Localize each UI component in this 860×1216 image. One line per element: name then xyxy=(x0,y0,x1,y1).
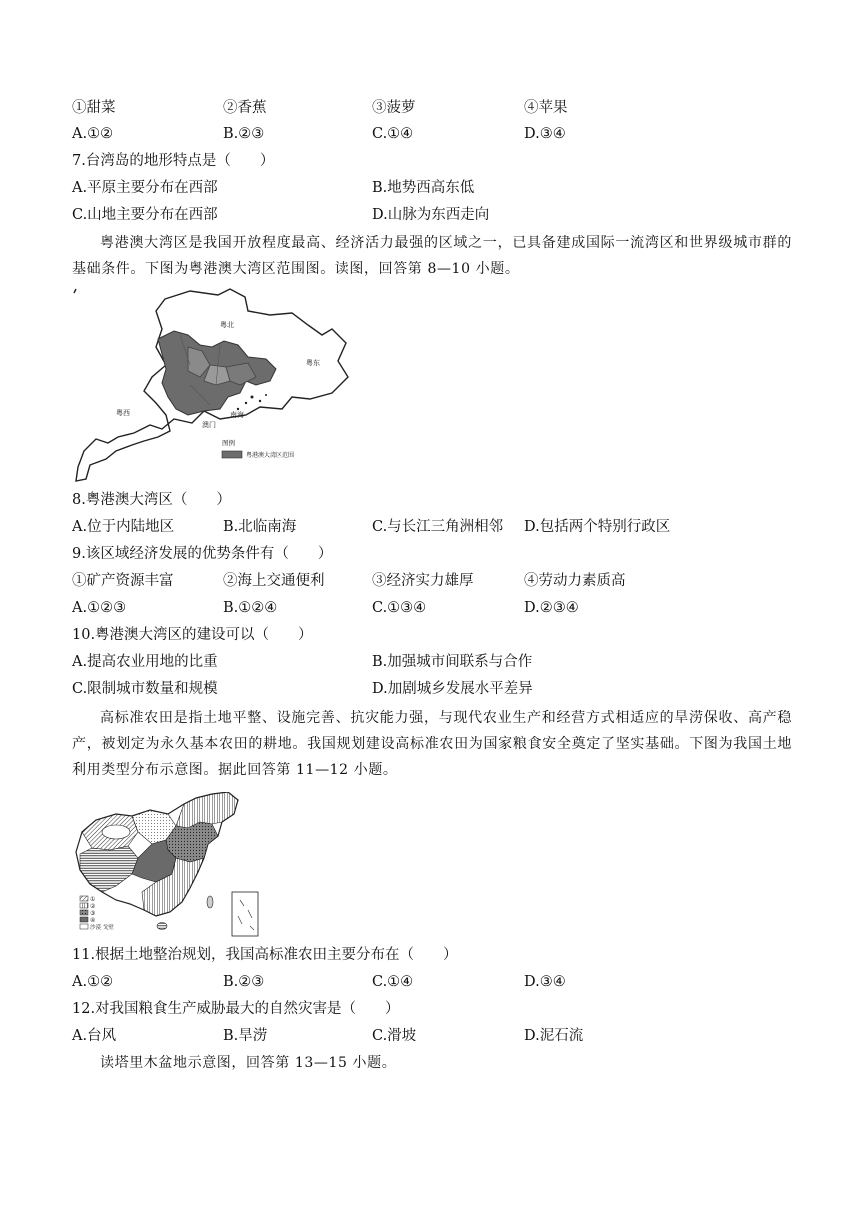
q6-item-3: ③菠萝 xyxy=(372,100,416,116)
q9-stem: 9.该区域经济发展的优势条件有（ ） xyxy=(72,546,333,562)
greater-bay-area-map xyxy=(70,285,360,485)
q9-item-2: ②海上交通便利 xyxy=(223,573,325,589)
q6-choice-c: C.①④ xyxy=(372,126,414,142)
legend-item-3: ③ xyxy=(90,910,96,917)
passage-high-standard-farmland: 高标准农田是指土地平整、设施完善、抗灾能力强，与现代农业生产和经营方式相适应的旱涝保收、高产稳产，被划定为永久基本农田的耕地。我国规划建设高标准农田为国家粮食安全奠定了坚实基础。下图为我国土地利用类型分布示意图。据此回答第 11—12 小题。 xyxy=(72,710,792,778)
q9-choice-d: D.②③④ xyxy=(524,600,579,616)
label-west: 粤西 xyxy=(116,409,130,417)
q7-choice-b: B.地势西高东低 xyxy=(372,180,475,196)
q9-choice-b: B.①②④ xyxy=(223,600,278,616)
legend-item-2: ② xyxy=(90,903,96,910)
legend-item-1: ① xyxy=(90,896,96,903)
legend-item-desert: 沙漠 戈壁 xyxy=(90,925,114,931)
q8-choice-a: A.位于内陆地区 xyxy=(72,519,175,535)
q11-choice-b: B.②③ xyxy=(223,974,265,990)
q6-choice-a: A.①② xyxy=(72,126,114,142)
legend-item-4: ④ xyxy=(90,917,96,924)
q11-choice-a: A.①② xyxy=(72,974,114,990)
q11-stem: 11.根据土地整治规划，我国高标准农田主要分布在（ ） xyxy=(72,947,458,963)
q12-choice-a: A.台风 xyxy=(72,1028,117,1044)
q7-choice-a: A.平原主要分布在西部 xyxy=(72,180,218,196)
q12-choice-d: D.泥石流 xyxy=(524,1028,584,1044)
label-sea: 南海 xyxy=(230,411,244,419)
q8-stem: 8.粤港澳大湾区（ ） xyxy=(72,492,231,508)
q7-stem: 7.台湾岛的地形特点是（ ） xyxy=(72,153,275,169)
label-east: 粤东 xyxy=(306,359,320,367)
q12-choice-c: C.滑坡 xyxy=(372,1028,417,1044)
q6-choice-d: D.③④ xyxy=(524,126,566,142)
label-city: 澳门 xyxy=(202,421,216,429)
q8-choice-b: B.北临南海 xyxy=(223,519,297,535)
china-land-use-map xyxy=(72,792,272,940)
q6-item-1: ①甜菜 xyxy=(72,100,116,116)
legend-swatch-1 xyxy=(80,896,88,901)
q9-item-3: ③经济实力雄厚 xyxy=(372,573,474,589)
passage-greater-bay-area: 粤港澳大湾区是我国开放程度最高、经济活力最强的区域之一，已具备建成国际一流湾区和世界级城市群的基础条件。下图为粤港澳大湾区范围图。读图，回答第 8—10 小题。 xyxy=(72,235,792,277)
passage-tarim-basin: 读塔里木盆地示意图，回答第 13—15 小题。 xyxy=(100,1055,397,1071)
legend-title: 图例 xyxy=(222,439,235,447)
q10-stem: 10.粤港澳大湾区的建设可以（ ） xyxy=(72,627,313,643)
q9-choice-c: C.①③④ xyxy=(372,600,427,616)
q8-choice-d: D.包括两个特别行政区 xyxy=(524,519,671,535)
legend-swatch-desert xyxy=(80,924,88,929)
q11-choice-d: D.③④ xyxy=(524,974,566,990)
legend-label: 粤港澳大湾区范围 xyxy=(246,452,295,459)
q9-item-1: ①矿产资源丰富 xyxy=(72,573,174,589)
legend-swatch-2 xyxy=(80,903,88,908)
q9-item-4: ④劳动力素质高 xyxy=(524,573,626,589)
q6-choice-b: B.②③ xyxy=(223,126,265,142)
q9-choice-a: A.①②③ xyxy=(72,600,127,616)
q10-choice-a: A.提高农业用地的比重 xyxy=(72,654,218,670)
q11-choice-c: C.①④ xyxy=(372,974,414,990)
legend-swatch-4 xyxy=(80,917,88,922)
q6-item-2: ②香蕉 xyxy=(223,100,267,116)
q6-item-4: ④苹果 xyxy=(524,100,568,116)
label-north: 粤北 xyxy=(220,321,234,329)
q12-choice-b: B.旱涝 xyxy=(223,1028,268,1044)
legend-swatch-3 xyxy=(80,910,88,915)
legend-swatch xyxy=(222,451,242,458)
south-china-sea-inset xyxy=(232,892,258,936)
q10-choice-b: B.加强城市间联系与合作 xyxy=(372,654,533,670)
q10-choice-d: D.加剧城乡发展水平差异 xyxy=(372,681,533,697)
q10-choice-c: C.限制城市数量和规模 xyxy=(72,681,218,697)
q7-choice-d: D.山脉为东西走向 xyxy=(372,207,490,223)
q7-choice-c: C.山地主要分布在西部 xyxy=(72,207,218,223)
q12-stem: 12.对我国粮食生产威胁最大的自然灾害是（ ） xyxy=(72,1001,400,1017)
q8-choice-c: C.与长江三角洲相邻 xyxy=(372,519,504,535)
